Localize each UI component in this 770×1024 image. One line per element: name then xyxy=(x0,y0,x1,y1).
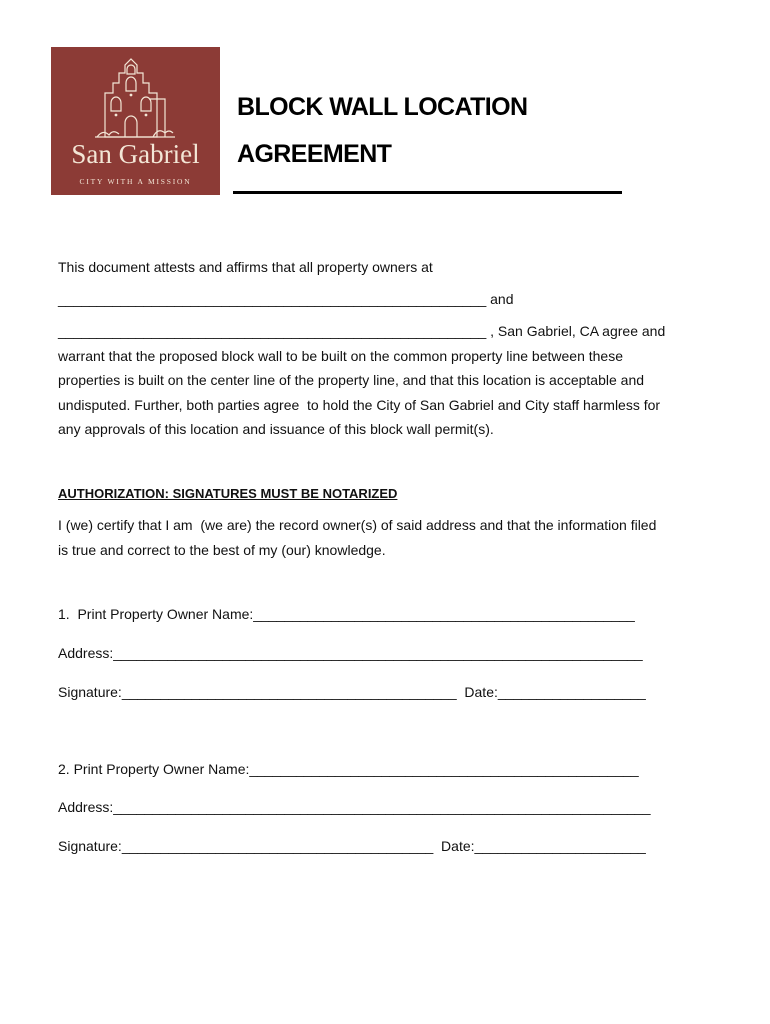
intro-line: any approvals of this location and issuance of this block wall permit(s). xyxy=(58,421,494,437)
owner2-signature-date-field[interactable]: Signature:________________________________________ Date:______________________ xyxy=(58,838,646,854)
document-title-line-2: AGREEMENT xyxy=(237,140,392,168)
intro-line: warrant that the proposed block wall to be built on the common property line between these xyxy=(58,348,623,364)
certification-line: is true and correct to the best of my (our) knowledge. xyxy=(58,542,386,558)
certification-line: I (we) certify that I am (we are) the record owner(s) of said address and that the information filed xyxy=(58,517,657,533)
owner2-name-field[interactable]: 2. Print Property Owner Name:__________________________________________________ xyxy=(58,761,639,777)
title-underline xyxy=(233,191,622,194)
intro-line: undisputed. Further, both parties agree to hold the City of San Gabriel and City staff harmless for xyxy=(58,397,661,413)
logo-city-name: San Gabriel xyxy=(71,139,200,169)
owner1-name-field[interactable]: 1. Print Property Owner Name:_________________________________________________ xyxy=(58,606,635,622)
intro-line: This document attests and affirms that all property owners at xyxy=(58,259,433,275)
document-title-line-1: BLOCK WALL LOCATION xyxy=(237,93,528,121)
owner1-signature-date-field[interactable]: Signature:___________________________________________ Date:___________________ xyxy=(58,684,646,700)
city-logo xyxy=(51,47,220,195)
owner1-address-field[interactable]: Address:____________________________________________________________________ xyxy=(58,645,643,661)
address-blank-2[interactable]: _______________________________________________________ , San Gabriel, CA agree and xyxy=(58,323,666,339)
owner2-address-field[interactable]: Address:_____________________________________________________________________ xyxy=(58,799,651,815)
authorization-heading: AUTHORIZATION: SIGNATURES MUST BE NOTARIZED xyxy=(58,486,398,501)
mission-church-icon xyxy=(91,53,179,143)
address-blank-1[interactable]: _______________________________________________________ and xyxy=(58,291,514,307)
logo-tagline: CITY WITH A MISSION xyxy=(79,177,192,186)
intro-line: properties is built on the center line of the property line, and that this location is acceptable and xyxy=(58,372,645,388)
